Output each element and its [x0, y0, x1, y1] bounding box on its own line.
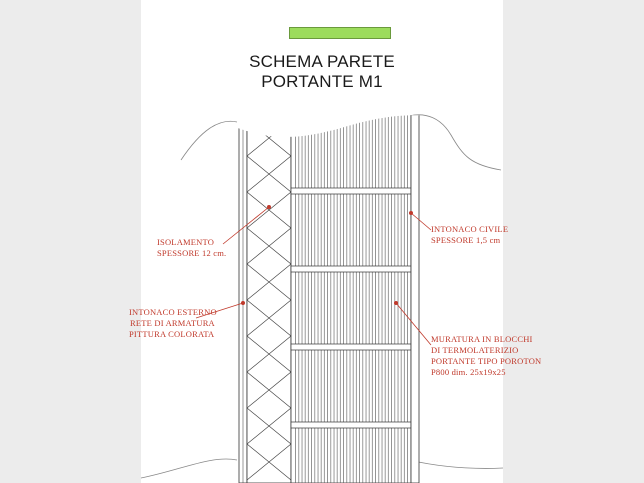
- label-pittura-colorata: PITTURA COLORATA: [129, 329, 215, 339]
- label-muratura: MURATURA IN BLOCCHI: [431, 334, 533, 344]
- break-line-top-right: [409, 115, 501, 170]
- label-intonaco-civile-spessore: SPESSORE 1,5 cm: [431, 235, 501, 245]
- label-portante-tipo: PORTANTE TIPO POROTON: [431, 356, 542, 366]
- internal-plaster-layer: [411, 100, 419, 483]
- label-isolamento-spessore: SPESSORE 12 cm.: [157, 248, 227, 258]
- label-intonaco-esterno: INTONACO ESTERNO: [129, 307, 217, 317]
- break-line-top-left: [181, 121, 237, 160]
- label-intonaco-civile: INTONACO CIVILE: [431, 224, 509, 234]
- diagram-title-line1: SCHEMA PARETE: [249, 52, 395, 71]
- diagram-title-line2: PORTANTE M1: [261, 72, 383, 91]
- break-line-bottom-left: [141, 459, 237, 478]
- drawing-sheet: [129, 0, 542, 483]
- label-rete-armatura: RETE DI ARMATURA: [130, 318, 215, 328]
- label-dimensioni: P800 dim. 25x19x25: [431, 367, 506, 377]
- label-termolaterizio: DI TERMOLATERIZIO: [431, 345, 519, 355]
- break-line-bottom-right: [409, 460, 503, 468]
- label-isolamento: ISOLAMENTO: [157, 237, 215, 247]
